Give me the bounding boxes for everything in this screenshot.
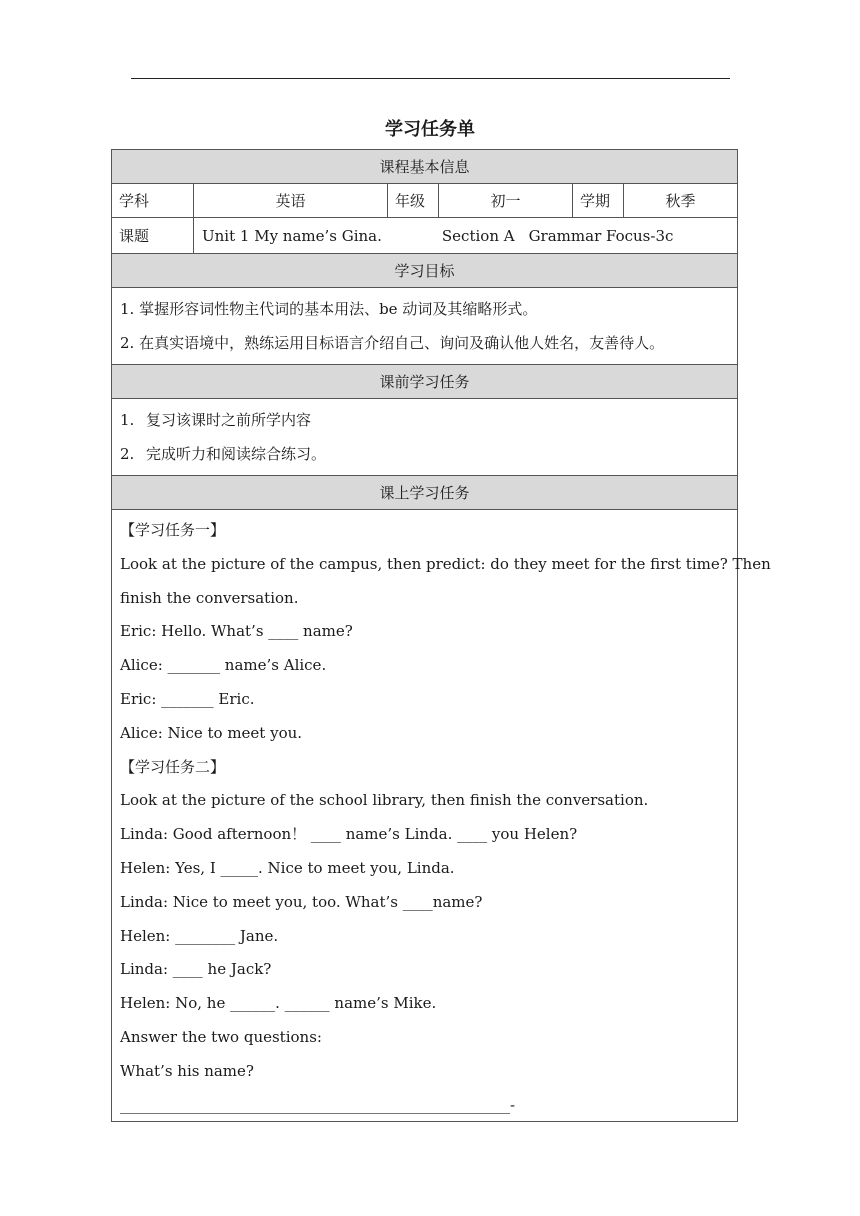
objective-item: 1. 掌握形容词性物主代词的基本用法、be 动词及其缩略形式。 xyxy=(120,300,538,318)
subject-label: 学科 xyxy=(112,184,194,218)
task-line: Linda: Good afternoon！ ____ name’s Linda. ____ you Helen? xyxy=(120,825,578,844)
task-line: finish the conversation. xyxy=(120,588,299,607)
topic-label: 课题 xyxy=(112,218,194,254)
grade-label: 年级 xyxy=(388,184,439,218)
task-sheet-table xyxy=(111,149,771,1122)
in-class-header: 课上学习任务 xyxy=(112,476,738,510)
topic-value xyxy=(194,218,738,254)
task-line: Linda: ____ he Jack? xyxy=(120,960,272,979)
task-line: 【学习任务二】 xyxy=(120,757,226,776)
task-line: Look at the picture of the school library, then finish the conversation. xyxy=(120,791,649,810)
task-line: Eric: _______ Eric. xyxy=(120,689,255,708)
term-label: 学期 xyxy=(573,184,624,218)
task-line: Helen: ________ Jane. xyxy=(120,926,279,945)
task-line: Look at the picture of the campus, then predict: do they meet for the first time? Then xyxy=(120,554,771,573)
grade-value: 初一 xyxy=(439,184,573,218)
pre-class-item xyxy=(120,403,729,437)
objectives-header: 学习目标 xyxy=(112,254,738,288)
task-line: Linda: Nice to meet you, too. What’s ____name? xyxy=(120,892,483,911)
pre-class-text: 完成听力和阅读综合练习。 xyxy=(146,445,327,463)
document-title: 学习任务单 xyxy=(385,119,475,140)
objectives-list xyxy=(112,288,738,365)
topic-section: Section A xyxy=(441,226,515,245)
header-rule xyxy=(131,78,730,79)
task-line: Eric: Hello. What’s ____ name? xyxy=(120,622,353,641)
pre-class-header: 课前学习任务 xyxy=(112,365,738,399)
task-line: 【学习任务一】 xyxy=(120,521,226,539)
topic-unit: Unit 1 My name’s Gina. xyxy=(202,226,382,245)
pre-class-list xyxy=(112,399,738,476)
task-line: Answer the two questions: xyxy=(120,1027,322,1046)
objective-item: 2. 在真实语境中，熟练运用目标语言介绍自己、询问及确认他人姓名，友善待人。 xyxy=(120,334,665,352)
task-line: Helen: No, he ______. ______ name’s Mike. xyxy=(120,994,437,1013)
term-value: 秋季 xyxy=(624,184,738,218)
subject-value: 英语 xyxy=(194,184,388,218)
course-info-header: 课程基本信息 xyxy=(112,150,738,184)
in-class-body xyxy=(112,510,771,1122)
topic-focus: Grammar Focus-3c xyxy=(528,226,674,245)
task-line: Helen: Yes, I _____. Nice to meet you, Linda. xyxy=(120,858,455,877)
pre-class-num: 2. xyxy=(120,445,135,463)
task-line: Alice: Nice to meet you. xyxy=(120,723,303,742)
pre-class-text: 复习该课时之前所学内容 xyxy=(146,411,312,429)
pre-class-num: 1. xyxy=(120,411,135,429)
answer-line: ____________________________________________________- xyxy=(120,1095,516,1114)
pre-class-item xyxy=(120,437,729,471)
task-line: Alice: _______ name’s Alice. xyxy=(120,656,327,675)
task-line: What’s his name? xyxy=(120,1061,254,1080)
